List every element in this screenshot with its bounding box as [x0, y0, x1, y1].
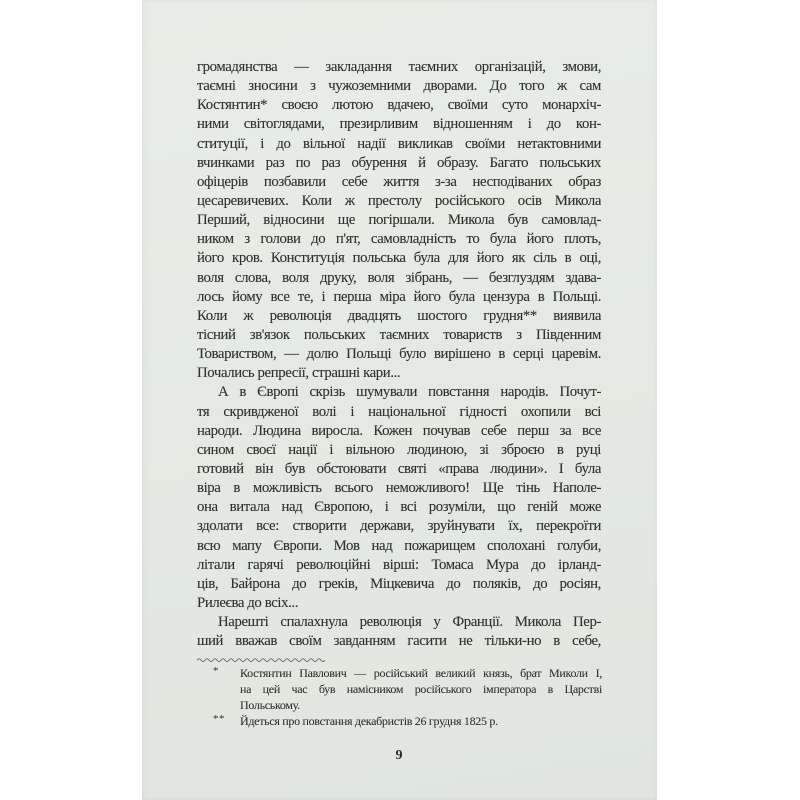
footnote-line: Польському.: [240, 697, 300, 712]
footnote: [213, 665, 602, 714]
body-text: [197, 58, 601, 651]
text-line: Почались репресії, страшні кари...: [197, 365, 401, 382]
text-line: Перший, відносини ще погіршали. Микола був самовлад-: [197, 212, 601, 229]
text-line: она витала над Європою, і всі розуміли, що геній може: [197, 499, 601, 516]
page-number: 9: [395, 748, 403, 763]
footnote-line: Костянтин Павлович — російський великий князь, брат Миколи I,: [240, 666, 602, 680]
text-line: всю мапу Європи. Мов над пожарищем сполохані голуби,: [197, 537, 601, 554]
text-line: А в Європі скрізь шумували повстання народів. Почут-: [218, 384, 601, 401]
footnote-divider: [197, 656, 329, 663]
text-line: народи. Людина виросла. Кожен почував себе перш за все: [197, 422, 601, 439]
book-page: [142, 0, 657, 800]
text-line: Коли ж революція двадцять шостого грудня** виявила: [197, 307, 601, 324]
text-line: громадянства — закладання таємних організацій, змови,: [197, 59, 601, 75]
text-line: ців, Байрона до греків, Міцкевича до поляків, до росіян,: [197, 575, 601, 592]
text-line: ником з голови до п'ят, самовладність то була його плоть,: [197, 231, 601, 248]
text-line: здолати все: створити держави, зруйнувати їх, перекроїти: [197, 518, 601, 535]
text-line: ними світоглядами, презирливим відношенням і до кон-: [197, 116, 601, 133]
text-line: ший вважав своїм завданням гасити не тільки-но в себе,: [197, 633, 601, 650]
text-line: лось йому все те, і перша міра його була цензура в Польщі.: [197, 288, 601, 305]
footnote-line: на цей час був намісником російського імператора в Царстві: [240, 681, 602, 696]
footnote-marker: *: [213, 665, 219, 677]
footnotes: [213, 665, 602, 730]
text-line: Костянтин* своєю лютою вдачею, своїми суто монархіч-: [197, 97, 601, 114]
text-line: тя скривдженої волі і національної гідності охопили всі: [197, 403, 601, 420]
text-line: його кров. Конституція польська була для його як сіль в оці,: [197, 250, 601, 267]
text-line: Рилеєва до всіх...: [197, 594, 299, 611]
text-line: таємні зносини з чужоземними дворами. До того ж сам: [197, 78, 601, 95]
footnote-marker: **: [213, 712, 225, 725]
text-line: готовий він був обстоювати святі «права людини». І була: [197, 460, 601, 477]
text-line: Нарешті спалахнула революція у Франції. Микола Пер-: [218, 614, 601, 631]
text-line: воля слова, воля друку, воля зібрань, — безглуздям здава-: [197, 269, 601, 286]
text-line: тісний зв'язок польських таємних товариств з Південним: [197, 326, 601, 343]
text-line: сином своєї нації і вільною людиною, зі зброєю в руці: [197, 441, 601, 458]
paragraph: [197, 613, 601, 651]
text-line: віра в можливість всього неможливого! Ще тінь Наполе-: [197, 480, 601, 497]
text-line: ституції, і до вільної надії викликав своїми нетактовними: [197, 135, 601, 152]
footnote-line: Йдеться про повстання декабристів 26 грудня 1825 р.: [240, 713, 498, 728]
footnote: [213, 712, 602, 730]
paragraph: [197, 58, 601, 383]
text-line: цесаревичевих. Коли ж престолу російського осів Микола: [197, 192, 601, 209]
text-line: офіцерів позбавили себе життя з-за несподіваних образ: [197, 173, 601, 190]
text-line: вчинками раз по раз обурення й образу. Багато польських: [197, 154, 601, 171]
text-line: Товариством, — долю Польщі було вирішено в серці царевім.: [197, 346, 601, 363]
paragraph: [197, 383, 601, 613]
text-line: літали гарячі революційні вірші: Томаса Мура до ірланд-: [197, 556, 601, 573]
